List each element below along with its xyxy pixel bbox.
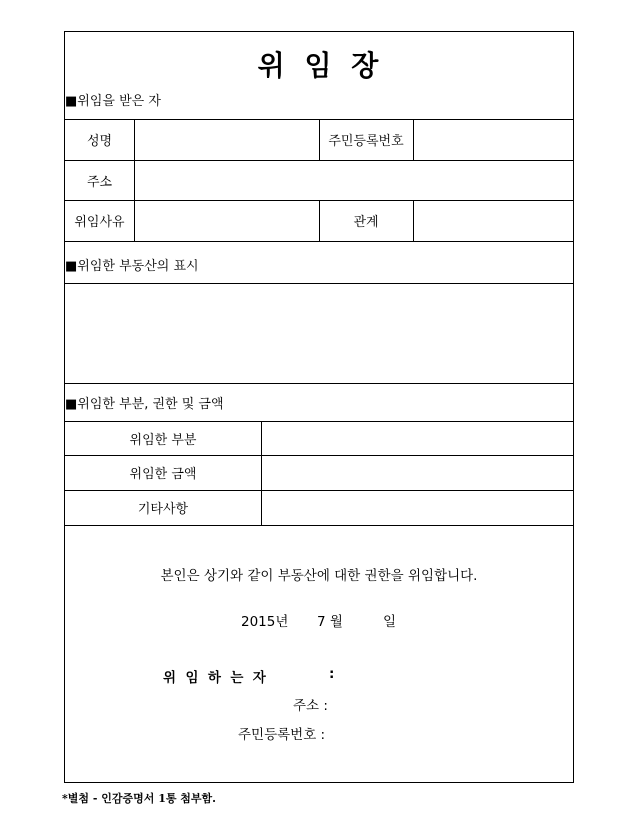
signer-address-label: 주소 : bbox=[293, 698, 328, 714]
relation-field[interactable] bbox=[414, 201, 574, 241]
divider bbox=[65, 241, 573, 242]
date-month: 7 월 bbox=[317, 614, 343, 630]
attachment-footnote: *별첨 - 인감증명서 1통 첨부함. bbox=[62, 792, 217, 805]
delegation-form bbox=[64, 31, 574, 783]
amount-field[interactable] bbox=[262, 456, 574, 490]
id-number-label: 주민등록번호 bbox=[328, 134, 404, 149]
other-field[interactable] bbox=[262, 491, 574, 525]
id-number-field[interactable] bbox=[414, 120, 574, 160]
address-field[interactable] bbox=[135, 161, 574, 200]
date-day: 일 bbox=[383, 614, 397, 630]
property-field[interactable] bbox=[65, 284, 574, 383]
signer-id-label: 주민등록번호 : bbox=[238, 727, 326, 743]
divider bbox=[65, 525, 573, 526]
relation-label: 관계 bbox=[353, 215, 379, 230]
signer-heading-colon: : bbox=[329, 666, 335, 682]
signer-heading: 위 임 하 는 자 bbox=[163, 670, 266, 686]
section-property-heading: ■위임한 부동산의 표시 bbox=[65, 259, 199, 274]
page-title: 위 임 장 bbox=[257, 49, 381, 82]
name-field[interactable] bbox=[135, 120, 319, 160]
section-delegate-heading: ■위임을 받은 자 bbox=[65, 94, 161, 109]
section-scope-heading: ■위임한 부분, 권한 및 금액 bbox=[65, 397, 224, 412]
reason-label: 위임사유 bbox=[74, 215, 125, 230]
name-label: 성명 bbox=[86, 134, 113, 149]
address-label: 주소 bbox=[86, 174, 113, 190]
reason-field[interactable] bbox=[135, 201, 319, 241]
divider bbox=[65, 383, 573, 384]
date-year: 2015년 bbox=[241, 614, 289, 630]
part-field[interactable] bbox=[262, 422, 574, 455]
delegation-statement: 본인은 상기와 같이 부동산에 대한 권한을 위임합니다. bbox=[160, 568, 478, 584]
amount-label: 위임한 금액 bbox=[129, 467, 197, 482]
part-label: 위임한 부분 bbox=[129, 432, 197, 448]
other-label: 기타사항 bbox=[137, 502, 189, 517]
